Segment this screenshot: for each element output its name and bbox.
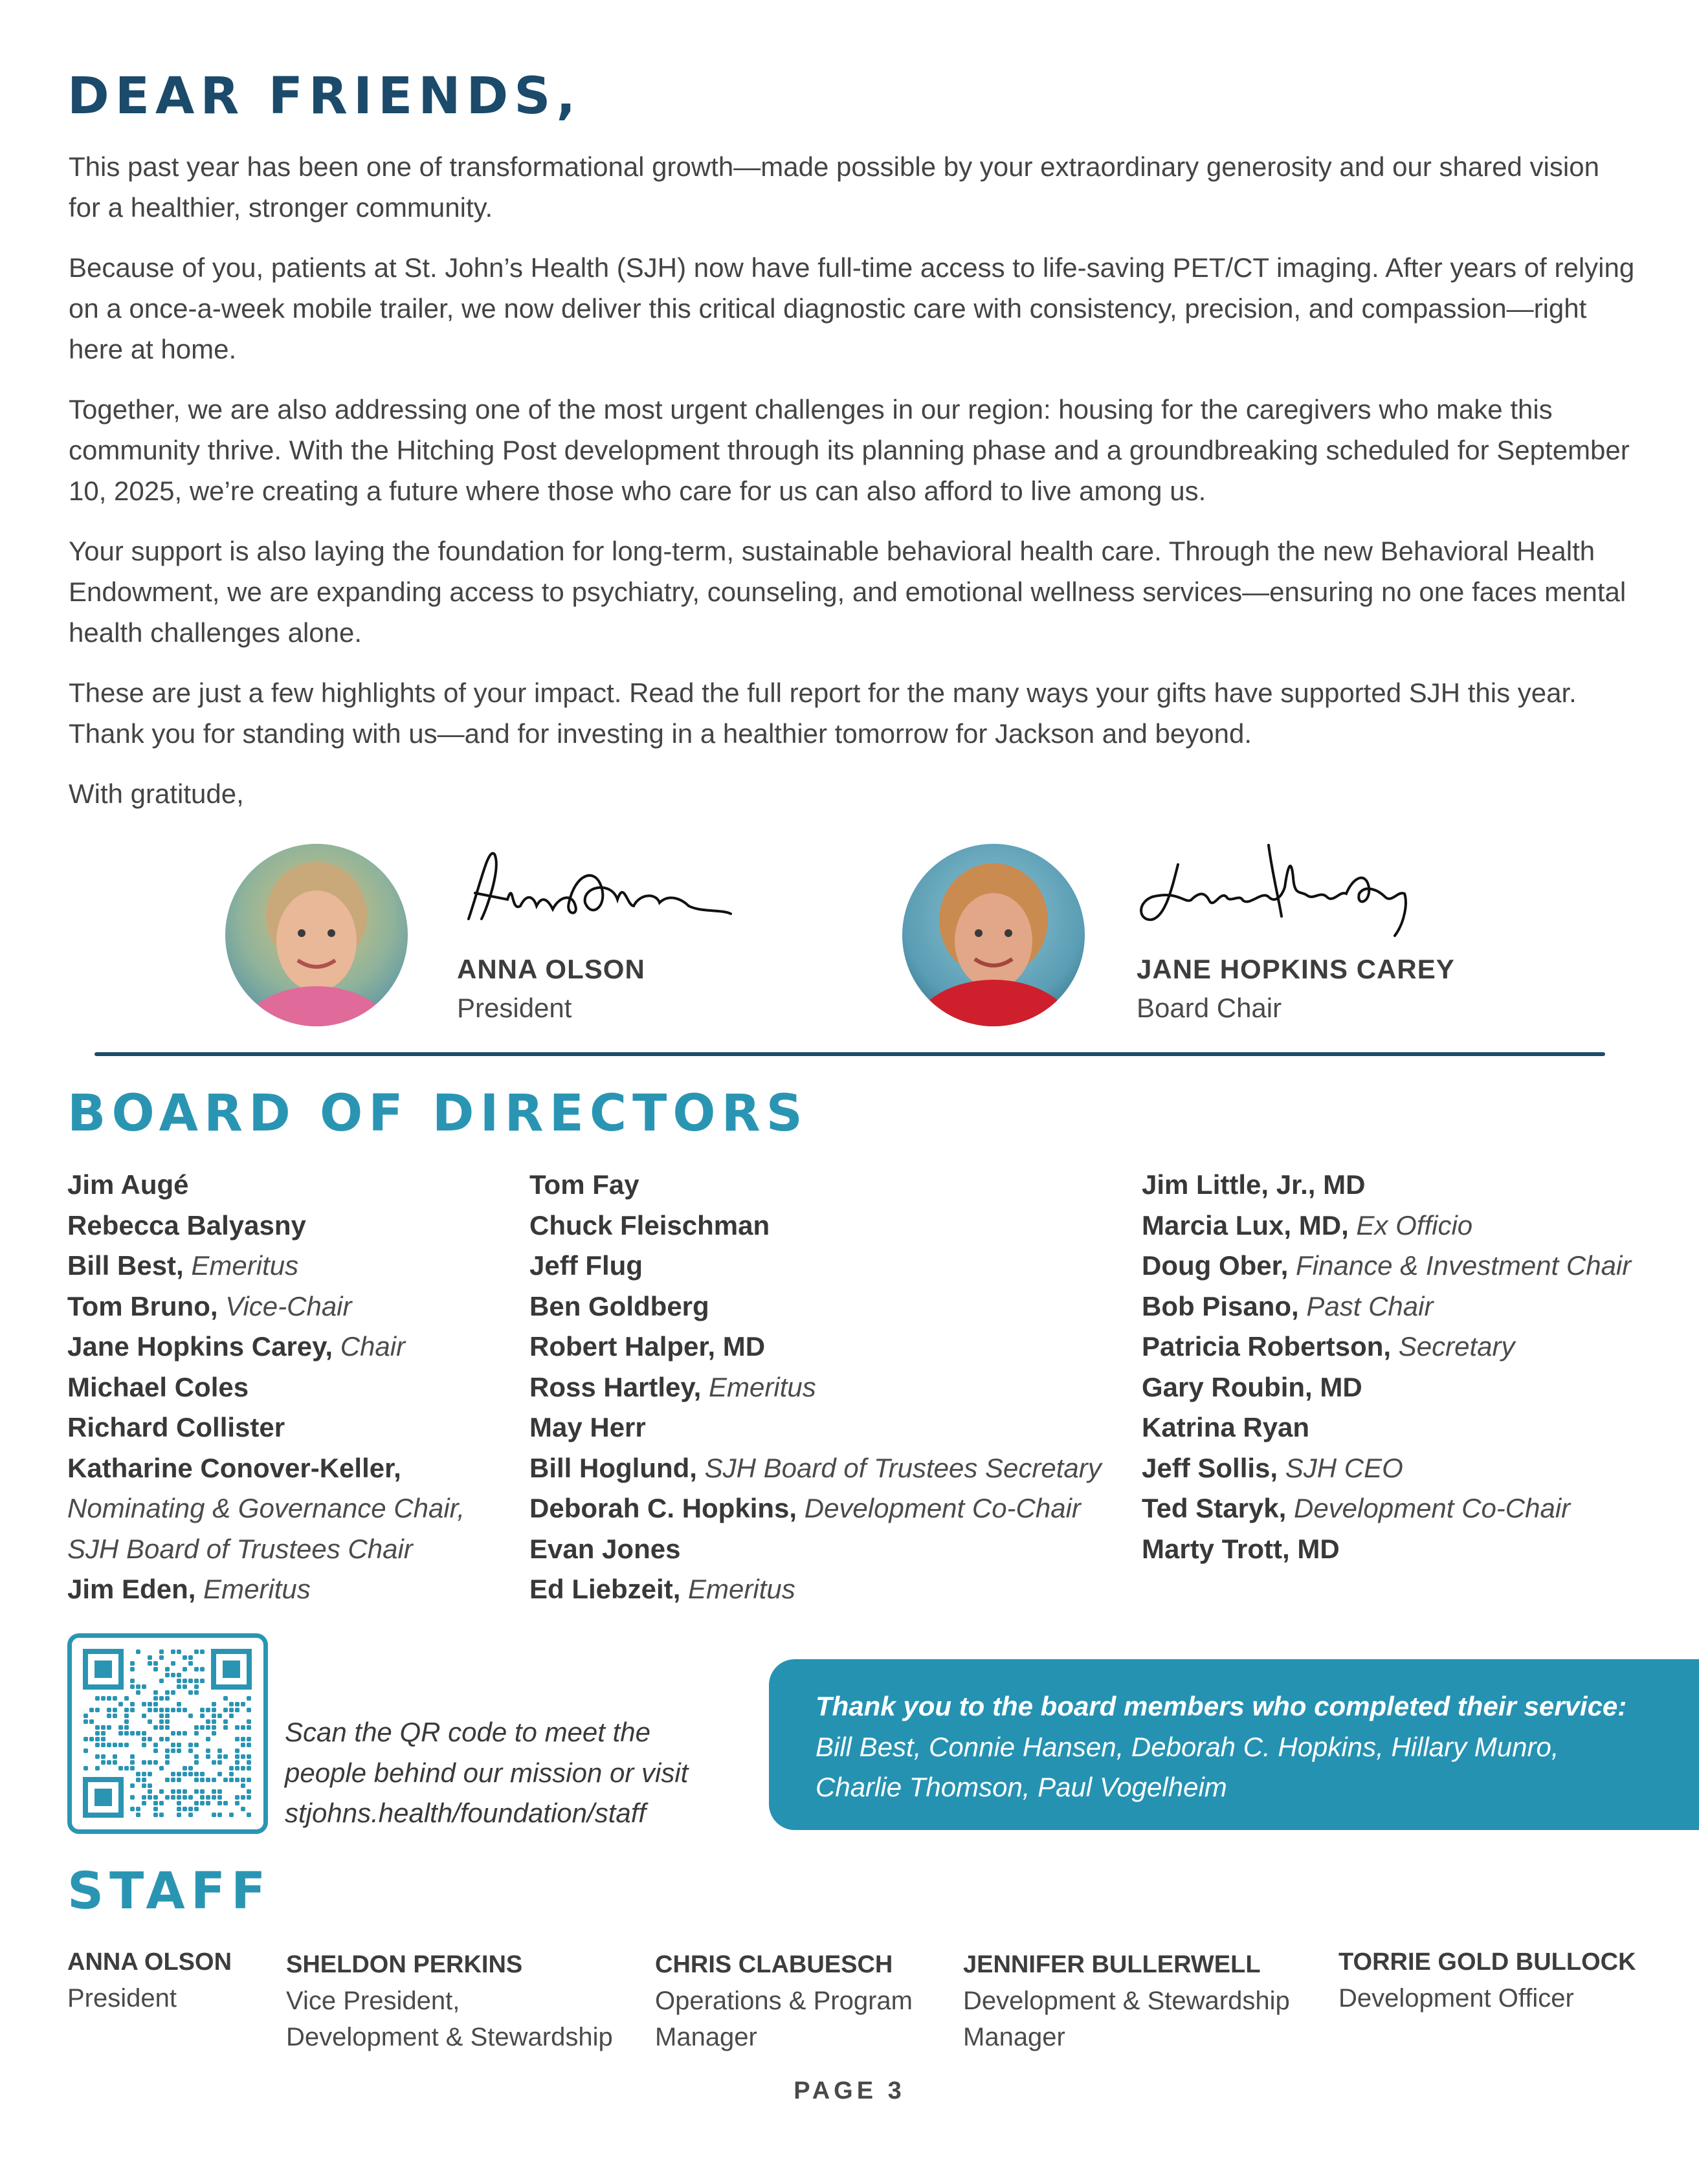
staff-role: Development & Stewardship — [286, 2023, 613, 2051]
board-member: Jim Eden, Emeritus — [67, 1574, 311, 1604]
staff-name: CHRIS CLABUESCH — [655, 1951, 893, 1978]
board-member: Bob Pisano, Past Chair — [1142, 1290, 1434, 1321]
jane-hopkins-carey-role: Board Chair — [1137, 993, 1282, 1023]
board-member: Robert Halper, MD — [529, 1331, 766, 1362]
qr-caption — [285, 1712, 738, 1834]
board-member: Deborah C. Hopkins, Development Co-Chair — [529, 1493, 1081, 1523]
letter-paragraph: These are just a few highlights of your impact. Read the full report for the many ways your gifts have supported SJH this year. Thank you for standing with us—and for investing in a healthier tomorrow for Jackson and beyond. — [69, 678, 1577, 749]
staff-member — [655, 1947, 913, 2055]
qr-caption-line: people behind our mission or visit — [285, 1757, 689, 1788]
qr-code[interactable] — [67, 1633, 268, 1834]
board-member: Michael Coles — [67, 1371, 249, 1402]
page-number: PAGE 3 — [794, 2077, 905, 2104]
board-member: Ross Hartley, Emeritus — [529, 1371, 816, 1402]
qr-code-icon — [72, 1638, 263, 1829]
board-column-3 — [1142, 1165, 1631, 1569]
staff-name: TORRIE GOLD BULLOCK — [1338, 1948, 1636, 1976]
board-member-title-line: Nominating & Governance Chair, — [67, 1493, 465, 1523]
board-member: Doug Ober, Finance & Investment Chair — [1142, 1250, 1632, 1281]
staff-role: Manager — [655, 2023, 757, 2051]
board-member: Evan Jones — [529, 1533, 681, 1564]
letter-paragraph: Your support is also laying the foundation for long-term, sustainable behavioral health care. Through the new Behavioral Health Endowment, we are expanding access to psychiatry, counseling, and emotional wellness services—ensuring no one faces mental health challenges alone. — [69, 536, 1627, 648]
board-member: Ben Goldberg — [529, 1290, 709, 1321]
thanks-heading: Thank you to the board members who completed their service: — [816, 1691, 1627, 1721]
board-member: Ted Staryk, Development Co-Chair — [1142, 1493, 1571, 1523]
board-member: Jim Augé — [67, 1169, 189, 1200]
staff-role: Vice President, — [286, 1987, 460, 2015]
anna-olson-signature — [462, 841, 734, 938]
board-column-1 — [67, 1165, 465, 1610]
qr-finder-pattern — [85, 1780, 121, 1815]
staff-role: Development & Stewardship — [963, 1987, 1290, 2015]
qr-caption-line: Scan the QR code to meet the — [285, 1717, 650, 1747]
staff-role: Manager — [963, 2023, 1065, 2051]
letter-body — [69, 146, 1635, 833]
qr-finder-pattern — [85, 1651, 121, 1687]
staff-member — [963, 1947, 1290, 2055]
anna-olson-name: ANNA OLSON — [457, 954, 645, 984]
board-member: May Herr — [529, 1412, 646, 1442]
staff-role: Development Officer — [1338, 1984, 1574, 2013]
thanks-names-line: Bill Best, Connie Hansen, Deborah C. Hopkins, Hillary Munro, — [816, 1731, 1559, 1762]
staff-heading: STAFF — [67, 1862, 272, 1921]
board-member: Chuck Fleischman — [529, 1209, 770, 1241]
board-member: Rebecca Balyasny — [67, 1209, 306, 1241]
board-member: Jeff Flug — [529, 1250, 643, 1281]
board-member: Marcia Lux, MD, Ex Officio — [1142, 1209, 1473, 1241]
board-member: Richard Collister — [67, 1412, 285, 1442]
board-heading: BOARD OF DIRECTORS — [67, 1085, 808, 1143]
anna-olson-role: President — [457, 993, 572, 1023]
thanks-names-line: Charlie Thomson, Paul Vogelheim — [816, 1772, 1227, 1802]
letter-paragraph: Together, we are also addressing one of the most urgent challenges in our region: housing for the caregivers who make this community thrive. With the Hitching Post development through its planning phase and a groundbreaking scheduled for September 10, 2025, we’re creating a future where those who care for us can also afford to live among us. — [69, 394, 1630, 506]
anna-olson-photo — [225, 844, 408, 1026]
staff-name: ANNA OLSON — [67, 1948, 232, 1976]
section-divider — [94, 1052, 1605, 1056]
letter-closing: With gratitude, — [69, 778, 244, 809]
board-member: Ed Liebzeit, Emeritus — [529, 1574, 795, 1604]
board-member: Bill Best, Emeritus — [67, 1250, 299, 1281]
staff-role: Operations & Program — [655, 1987, 913, 2015]
board-member: Marty Trott, MD — [1142, 1533, 1340, 1564]
board-member: Bill Hoglund, SJH Board of Trustees Secretary — [529, 1452, 1102, 1483]
letter-paragraph: Because of you, patients at St. John’s Health (SJH) now have full-time access to life-saving PET/CT imaging. After years of relying on a once-a-week mobile trailer, we now deliver this critical diagnostic care with consistency, precision, and compassion—right here at home. — [69, 252, 1635, 364]
board-member-title-line: SJH Board of Trustees Chair — [67, 1533, 413, 1564]
staff-member — [67, 1944, 232, 2016]
board-member: Jane Hopkins Carey, Chair — [67, 1331, 406, 1362]
jane-hopkins-carey-name: JANE HOPKINS CAREY — [1137, 954, 1455, 984]
jane-hopkins-carey-signature — [1133, 839, 1430, 942]
staff-name: JENNIFER BULLERWELL — [963, 1951, 1261, 1978]
letter-heading: DEAR FRIENDS, — [67, 67, 582, 126]
staff-member — [286, 1947, 613, 2055]
thanks-banner — [769, 1659, 1699, 1830]
staff-role: President — [67, 1984, 177, 2013]
board-member: Gary Roubin, MD — [1142, 1371, 1362, 1402]
board-member: Katharine Conover-Keller, — [67, 1452, 401, 1483]
letter-paragraph: This past year has been one of transformational growth—made possible by your extraordinary generosity and our shared vision for a healthier, stronger community. — [69, 151, 1599, 223]
board-member: Tom Fay — [529, 1169, 639, 1200]
board-member: Patricia Robertson, Secretary — [1142, 1331, 1515, 1362]
qr-finder-pattern — [214, 1651, 249, 1687]
board-member: Katrina Ryan — [1142, 1412, 1310, 1442]
qr-caption-url[interactable]: stjohns.health/foundation/staff — [285, 1798, 647, 1828]
jane-hopkins-carey-photo — [902, 844, 1085, 1026]
board-column-2 — [529, 1165, 1102, 1610]
staff-name: SHELDON PERKINS — [286, 1951, 523, 1978]
board-member: Jeff Sollis, SJH CEO — [1142, 1452, 1403, 1483]
board-member: Tom Bruno, Vice-Chair — [67, 1290, 352, 1321]
staff-member — [1338, 1944, 1636, 2016]
board-member: Jim Little, Jr., MD — [1142, 1169, 1366, 1200]
